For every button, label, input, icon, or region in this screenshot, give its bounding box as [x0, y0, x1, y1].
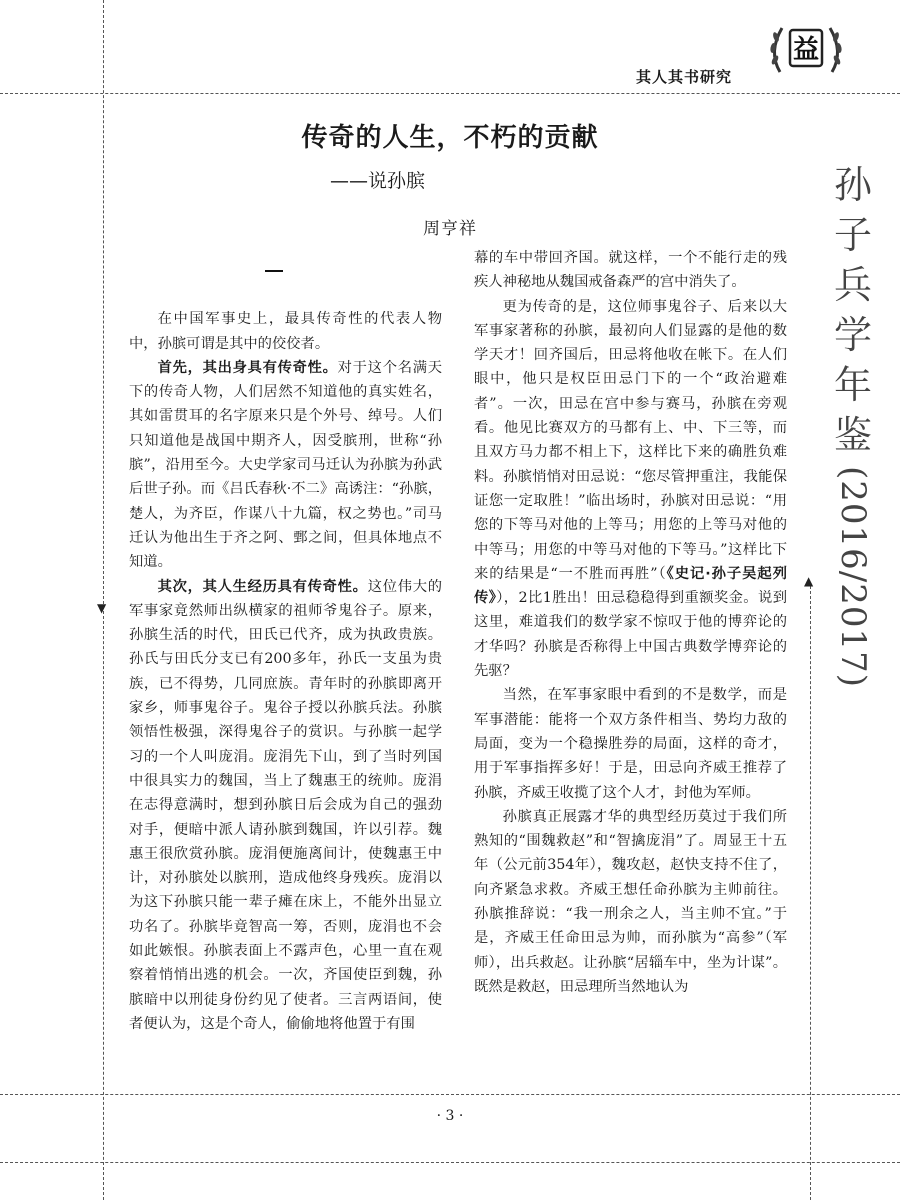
vertical-title-char: 子	[833, 213, 872, 257]
vertical-title-char: 孙	[833, 163, 872, 207]
citation: 《史记·孙子吴起列传》	[474, 565, 787, 607]
left-text-column	[129, 259, 442, 1036]
emblem-glyph: 益	[792, 35, 820, 65]
paragraph: 其次，其人生经历具有传奇性。这位伟大的军事家竟然师出纵横家的祖师爷鬼谷子。原来，孙膑生活的时代，田氏已代齐，成为执政贵族。孙氏与田氏分支已有200多年，孙氏一支虽为贵族，已不得势，几同庶族。青年时的孙膑即离开家乡，师事鬼谷子。鬼谷子授以孙膑兵法。孙膑领悟性极强，深得鬼谷子的赏识。与孙膑一起学习的一个人叫庞涓。庞涓先下山，到了当时列国中很具实力的魏国，当上了魏惠王的统帅。庞涓在志得意满时，想到孙膑日后会成为自己的强劲对手，便暗中派人请孙膑到魏国，许以引荐。魏惠王很欣赏孙膑。庞涓便施离间计，使魏惠王中计，对孙膑处以膑刑，造成他终身残疾。庞涓以为这下孙膑只能一辈子瘫在床上，不能外出显立功名了。孙膑毕竟智高一筹，否则，庞涓也不会如此嫉恨。孙膑表面上不露声色，心里一直在观察着悄悄出逃的机会。一次，齐国使臣到魏，孙膑暗中以刑徒身份约见了使者。三言两语间，使者便认为，这是个奇人，偷偷地将他置于有围	[129, 578, 443, 1032]
top-cut-line	[0, 93, 900, 94]
left-arrow-down-icon: ▼	[97, 601, 107, 615]
left-cut-line	[103, 0, 104, 1200]
paragraph: 更为传奇的是，这位师事鬼谷子、后来以大军事家著称的孙膑，最初向人们显露的是他的数学天才！回齐国后，田忌将他收在帐下。在人们眼中，他只是权臣田忌门下的一个“政治避难者”。一次，田忌在宫中参与赛马，孙膑在旁观看。他见比赛双方的马都有上、中、下三等，而且双方马力都不相上下，这样比下来的确胜负难料。孙膑悄悄对田忌说：“您尽管押重注，我能保证您一定取胜！”临出场时，孙膑对田忌说：“用您的下等马对他的上等马；用您的上等马对他的中等马；用您的中等马对他的下等马。”这样比下来的结果是“一不胜而再胜”（《史记·孙子吴起列传》），2比1胜出！田忌稳稳得到重额奖金。说到这里，难道我们的数学家不惊叹于他的博弈论的才华吗？孙膑是否称得上中国古典数学博弈论的先驱？	[474, 298, 787, 680]
paragraph: 孙膑真正展露才华的典型经历莫过于我们所熟知的“围魏救赵”和“智擒庞涓”了。周显王十五年（公元前354年），魏攻赵，赵快支持不住了，向齐紧急求救。齐威王想任命孙膑为主帅前往。孙膑推辞说：“我一刑余之人，当主帅不宜。”于是，齐威王任命田忌为帅，而孙膑为“高参”（军师），出兵救赵。让孙膑“居辎车中，坐为计谋”。既然是救赵，田忌理所当然地认为	[474, 808, 787, 995]
right-arrow-up-icon: ▲	[804, 574, 814, 588]
bottom-cut-line	[0, 1094, 900, 1095]
lower-cut-line	[0, 1162, 900, 1163]
section-header-label: 其人其书研究	[636, 68, 733, 86]
article-subtitle: ——说孙膑	[330, 170, 426, 192]
vertical-title-char: 学	[833, 313, 872, 357]
vertical-title-char: 鉴	[833, 413, 872, 457]
vertical-title-char: 年	[833, 363, 872, 407]
paragraph: 首先，其出身具有传奇性。对于这个名满天下的传奇人物，人们居然不知道他的真实姓名，其如雷贯耳的名字原来只是个外号、绰号。人们只知道他是战国中期齐人，因受膑刑，世称“孙膑”，沿用至今。大史学家司马迁认为孙膑为孙武后世子孙。而《吕氏春秋·不二》高诱注：“孙膑，楚人，为齐臣，作谋八十九篇，权之势也。”司马迁认为他出生于齐之阿、鄄之间，但具体地点不知道。	[129, 359, 443, 571]
vertical-title-char: 兵	[833, 263, 872, 307]
paragraph: 在中国军事史上，最具传奇性的代表人物中，孙膑可谓是其中的佼佼者。	[129, 311, 442, 352]
paragraph: 幕的车中带回齐国。就这样，一个不能行走的残疾人神秘地从魏国戒备森严的宫中消失了。	[474, 250, 787, 291]
laurel-emblem-icon	[766, 16, 846, 86]
page-number: · 3 ·	[436, 1108, 464, 1124]
emphasis-heading: 首先，其出身具有传奇性。	[157, 359, 338, 376]
article-author: 周亨祥	[423, 219, 477, 239]
paragraph: 当然，在军事家眼中看到的不是数学，而是军事潜能：能将一个双方条件相当、势均力敌的局面，变为一个稳操胜券的局面，这样的奇才，用于军事指挥多好！于是，田忌向齐威王推荐了孙膑，齐威王收揽了这个人才，封他为军师。	[474, 687, 787, 801]
vertical-title-year: (2016/2017)	[833, 466, 873, 689]
article-title: 传奇的人生，不朽的贡献	[301, 123, 599, 153]
section-number-marker	[129, 259, 442, 283]
right-text-column	[474, 246, 787, 999]
emphasis-heading: 其次，其人生经历具有传奇性。	[157, 578, 368, 595]
yearbook-vertical-title	[828, 160, 878, 688]
